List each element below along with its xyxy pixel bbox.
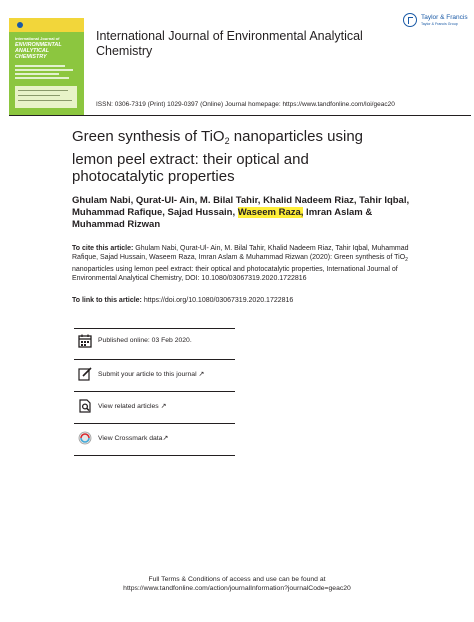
related-articles-label[interactable]: View related articles [98, 403, 159, 410]
crossmark-link[interactable] [98, 434, 168, 442]
cover-text-line [15, 69, 73, 71]
submit-article-label[interactable]: Submit your article to this journal [98, 371, 197, 378]
highlighted-author: Waseem Raza, [237, 207, 304, 218]
cover-text-line [15, 77, 69, 79]
subscript-text: 2 [405, 257, 408, 263]
submit-article-link[interactable] [98, 370, 204, 378]
article-link-block [72, 296, 417, 305]
row-divider [74, 359, 235, 360]
cover-title [15, 36, 81, 60]
crossmark-icon [78, 431, 92, 445]
cover-text-line [15, 73, 59, 75]
external-link-icon: ↗ [160, 403, 167, 410]
cover-title-line: ENVIRONMENTAL [15, 42, 62, 48]
article-title-text: nanoparticles using lemon peel extract: their optical and photocatalytic properties [72, 128, 364, 185]
edit-icon [78, 367, 92, 381]
footer-terms-text: Full Terms & Conditions of access and use can be found at [148, 576, 326, 583]
header-divider [9, 115, 471, 116]
crossmark-label[interactable]: View Crossmark data [98, 435, 163, 442]
cover-title-line: CHEMISTRY [15, 54, 47, 60]
cover-title-line: ANALYTICAL [15, 48, 50, 54]
link-label: To link to this article: [72, 297, 142, 304]
cover-text-line [18, 100, 72, 101]
journal-title: International Journal of Environmental Analytical Chemistry [96, 29, 363, 58]
article-doi-url[interactable]: https://doi.org/10.1080/03067319.2020.1722816 [141, 297, 294, 304]
footer-terms-link[interactable]: https://www.tandfonline.com/action/journalInformation?journalCode=geac20 [123, 585, 351, 592]
search-doc-icon [78, 399, 92, 413]
published-date-text: Published online: 03 Feb 2020. [98, 337, 192, 344]
citation-block [72, 244, 417, 283]
author-list [72, 195, 412, 231]
article-title-text: Green synthesis of TiO [72, 128, 225, 145]
cover-title-line: International Journal of [15, 36, 60, 41]
citation-text: nanoparticles using lemon peel extract: their optical and photocatalytic properties, International Journal of Environmental Analytical Chemistry, DOI: [72, 266, 398, 282]
citation-label: To cite this article: [72, 245, 134, 252]
publisher-logo[interactable] [403, 13, 471, 31]
section-divider [74, 328, 235, 329]
citation-doi-link[interactable]: 10.1080/03067319.2020.1722816 [201, 275, 307, 282]
calendar-icon [78, 334, 92, 348]
issn-line[interactable]: ISSN: 0306-7319 (Print) 1029-0397 (Online) Journal homepage: https://www.tandfonline.com/loi/geac20 [96, 101, 395, 108]
citation-text: Ghulam Nabi, Qurat-Ul- Ain, M. Bilal Tahir, Khalid Nadeem Riaz, Tahir Iqbal, Muhammad Rafique, Sajad Hussain, Waseem Raza, Imran Aslam & Muhammad Rizwan (2020): Green synthesis of TiO [72, 245, 409, 261]
related-articles-link[interactable] [98, 402, 166, 410]
external-link-icon: ↗ [198, 371, 205, 378]
publisher-name: Taylor & Francis [421, 14, 468, 21]
cover-contents-box [15, 86, 77, 108]
subscript-text: 2 [224, 136, 230, 146]
authors-text: Ghulam Nabi, Qurat-Ul- Ain, M. Bilal Tahir, Khalid Nadeem Riaz, Tahir Iqbal, Muhammad Rafique, Sajad Hussain, [72, 195, 410, 218]
row-divider [74, 423, 235, 424]
cover-text-line [18, 95, 60, 96]
footer [0, 575, 474, 593]
journal-cover-image [9, 18, 84, 115]
external-link-icon: ↗ [162, 435, 169, 442]
cover-logo-icon [17, 22, 23, 28]
taylor-francis-logo-icon [403, 13, 417, 27]
cover-text-line [18, 90, 68, 91]
publisher-tagline: Taylor & Francis Group [421, 22, 458, 26]
cover-text-line [15, 65, 65, 67]
row-divider [74, 455, 235, 456]
authors-text: Imran Aslam & Muhammad Rizwan [72, 207, 373, 230]
article-title [72, 128, 402, 186]
row-divider [74, 391, 235, 392]
